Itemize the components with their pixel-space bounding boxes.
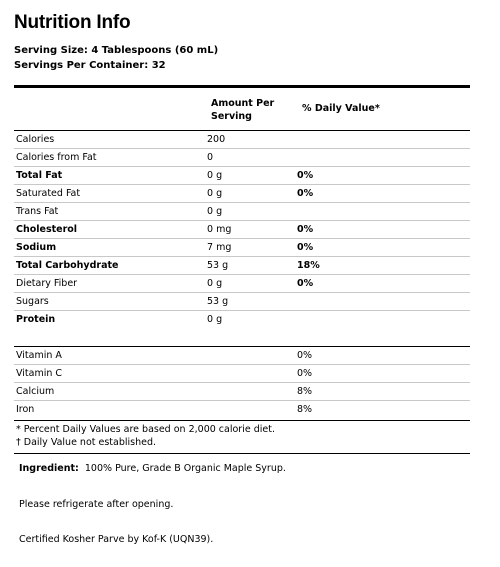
kosher-certification: Certified Kosher Parve by Kof-K (UQN39). <box>19 534 214 545</box>
nutrient-amount: 0 <box>207 152 214 163</box>
servings-per-container: Servings Per Container: 32 <box>14 60 166 71</box>
daily-value-header: % Daily Value* <box>302 103 380 114</box>
page-title: Nutrition Info <box>14 12 131 33</box>
nutrient-amount: 0 mg <box>207 224 232 235</box>
nutrient-daily-value: 18% <box>297 260 320 271</box>
vitamin-name: Iron <box>16 404 35 415</box>
nutrient-name: Calories from Fat <box>16 152 97 163</box>
table-row <box>14 239 470 257</box>
nutrient-name: Calories <box>16 134 55 145</box>
table-row <box>14 167 470 185</box>
table-row <box>14 185 470 203</box>
nutrient-daily-value: 0% <box>297 188 314 199</box>
vitamin-daily-value: 0% <box>297 350 313 361</box>
table-row <box>14 383 470 401</box>
ingredients <box>19 463 286 474</box>
table-row <box>14 257 470 275</box>
nutrient-daily-value: 0% <box>297 278 314 289</box>
table-row <box>14 221 470 239</box>
amount-per-serving-header: Amount Per Serving <box>211 98 275 122</box>
vitamin-daily-value: 8% <box>297 404 313 415</box>
table-row <box>14 149 470 167</box>
nutrient-daily-value: 0% <box>297 170 314 181</box>
not-established-note: † Daily Value not established. <box>16 437 157 448</box>
footer-rule <box>14 453 470 454</box>
vitamin-name: Vitamin C <box>16 368 63 379</box>
nutrient-name: Total Fat <box>16 170 63 181</box>
serving-size: Serving Size: 4 Tablespoons (60 mL) <box>14 45 219 56</box>
table-row <box>14 311 470 329</box>
table-row <box>14 365 470 383</box>
nutrient-daily-value: 0% <box>297 242 314 253</box>
nutrient-name: Total Carbohydrate <box>16 260 119 271</box>
vitamin-name: Calcium <box>16 386 55 397</box>
nutrient-name: Saturated Fat <box>16 188 81 199</box>
nutrient-name: Cholesterol <box>16 224 78 235</box>
header-rule <box>14 85 470 88</box>
nutrient-daily-value: 0% <box>297 224 314 235</box>
nutrient-name: Trans Fat <box>16 206 59 217</box>
ingredients-text: 100% Pure, Grade B Organic Maple Syrup. <box>84 463 286 474</box>
ingredients-label: Ingredient: <box>19 463 79 474</box>
table-row <box>14 203 470 221</box>
vitamin-name: Vitamin A <box>16 350 62 361</box>
table-row <box>14 347 470 365</box>
table-row <box>14 401 470 419</box>
nutrient-amount: 0 g <box>207 170 223 181</box>
nutrient-amount: 0 g <box>207 188 223 199</box>
nutrient-name: Dietary Fiber <box>16 278 78 289</box>
nutrient-amount: 53 g <box>207 260 229 271</box>
nutrient-amount: 7 mg <box>207 242 232 253</box>
nutrient-amount: 53 g <box>207 296 229 307</box>
nutrient-name: Protein <box>16 314 56 325</box>
notes-rule <box>14 420 470 421</box>
nutrient-amount: 0 g <box>207 314 223 325</box>
nutrient-amount: 0 g <box>207 206 223 217</box>
nutrient-name: Sugars <box>16 296 49 307</box>
storage-instructions: Please refrigerate after opening. <box>19 499 174 510</box>
nutrient-amount: 200 <box>207 134 226 145</box>
vitamin-daily-value: 0% <box>297 368 313 379</box>
vitamin-daily-value: 8% <box>297 386 313 397</box>
table-row <box>14 293 470 311</box>
nutrient-amount: 0 g <box>207 278 223 289</box>
table-row <box>14 131 470 149</box>
nutrient-name: Sodium <box>16 242 57 253</box>
table-row <box>14 275 470 293</box>
percent-note: * Percent Daily Values are based on 2,000 calorie diet. <box>16 424 275 435</box>
